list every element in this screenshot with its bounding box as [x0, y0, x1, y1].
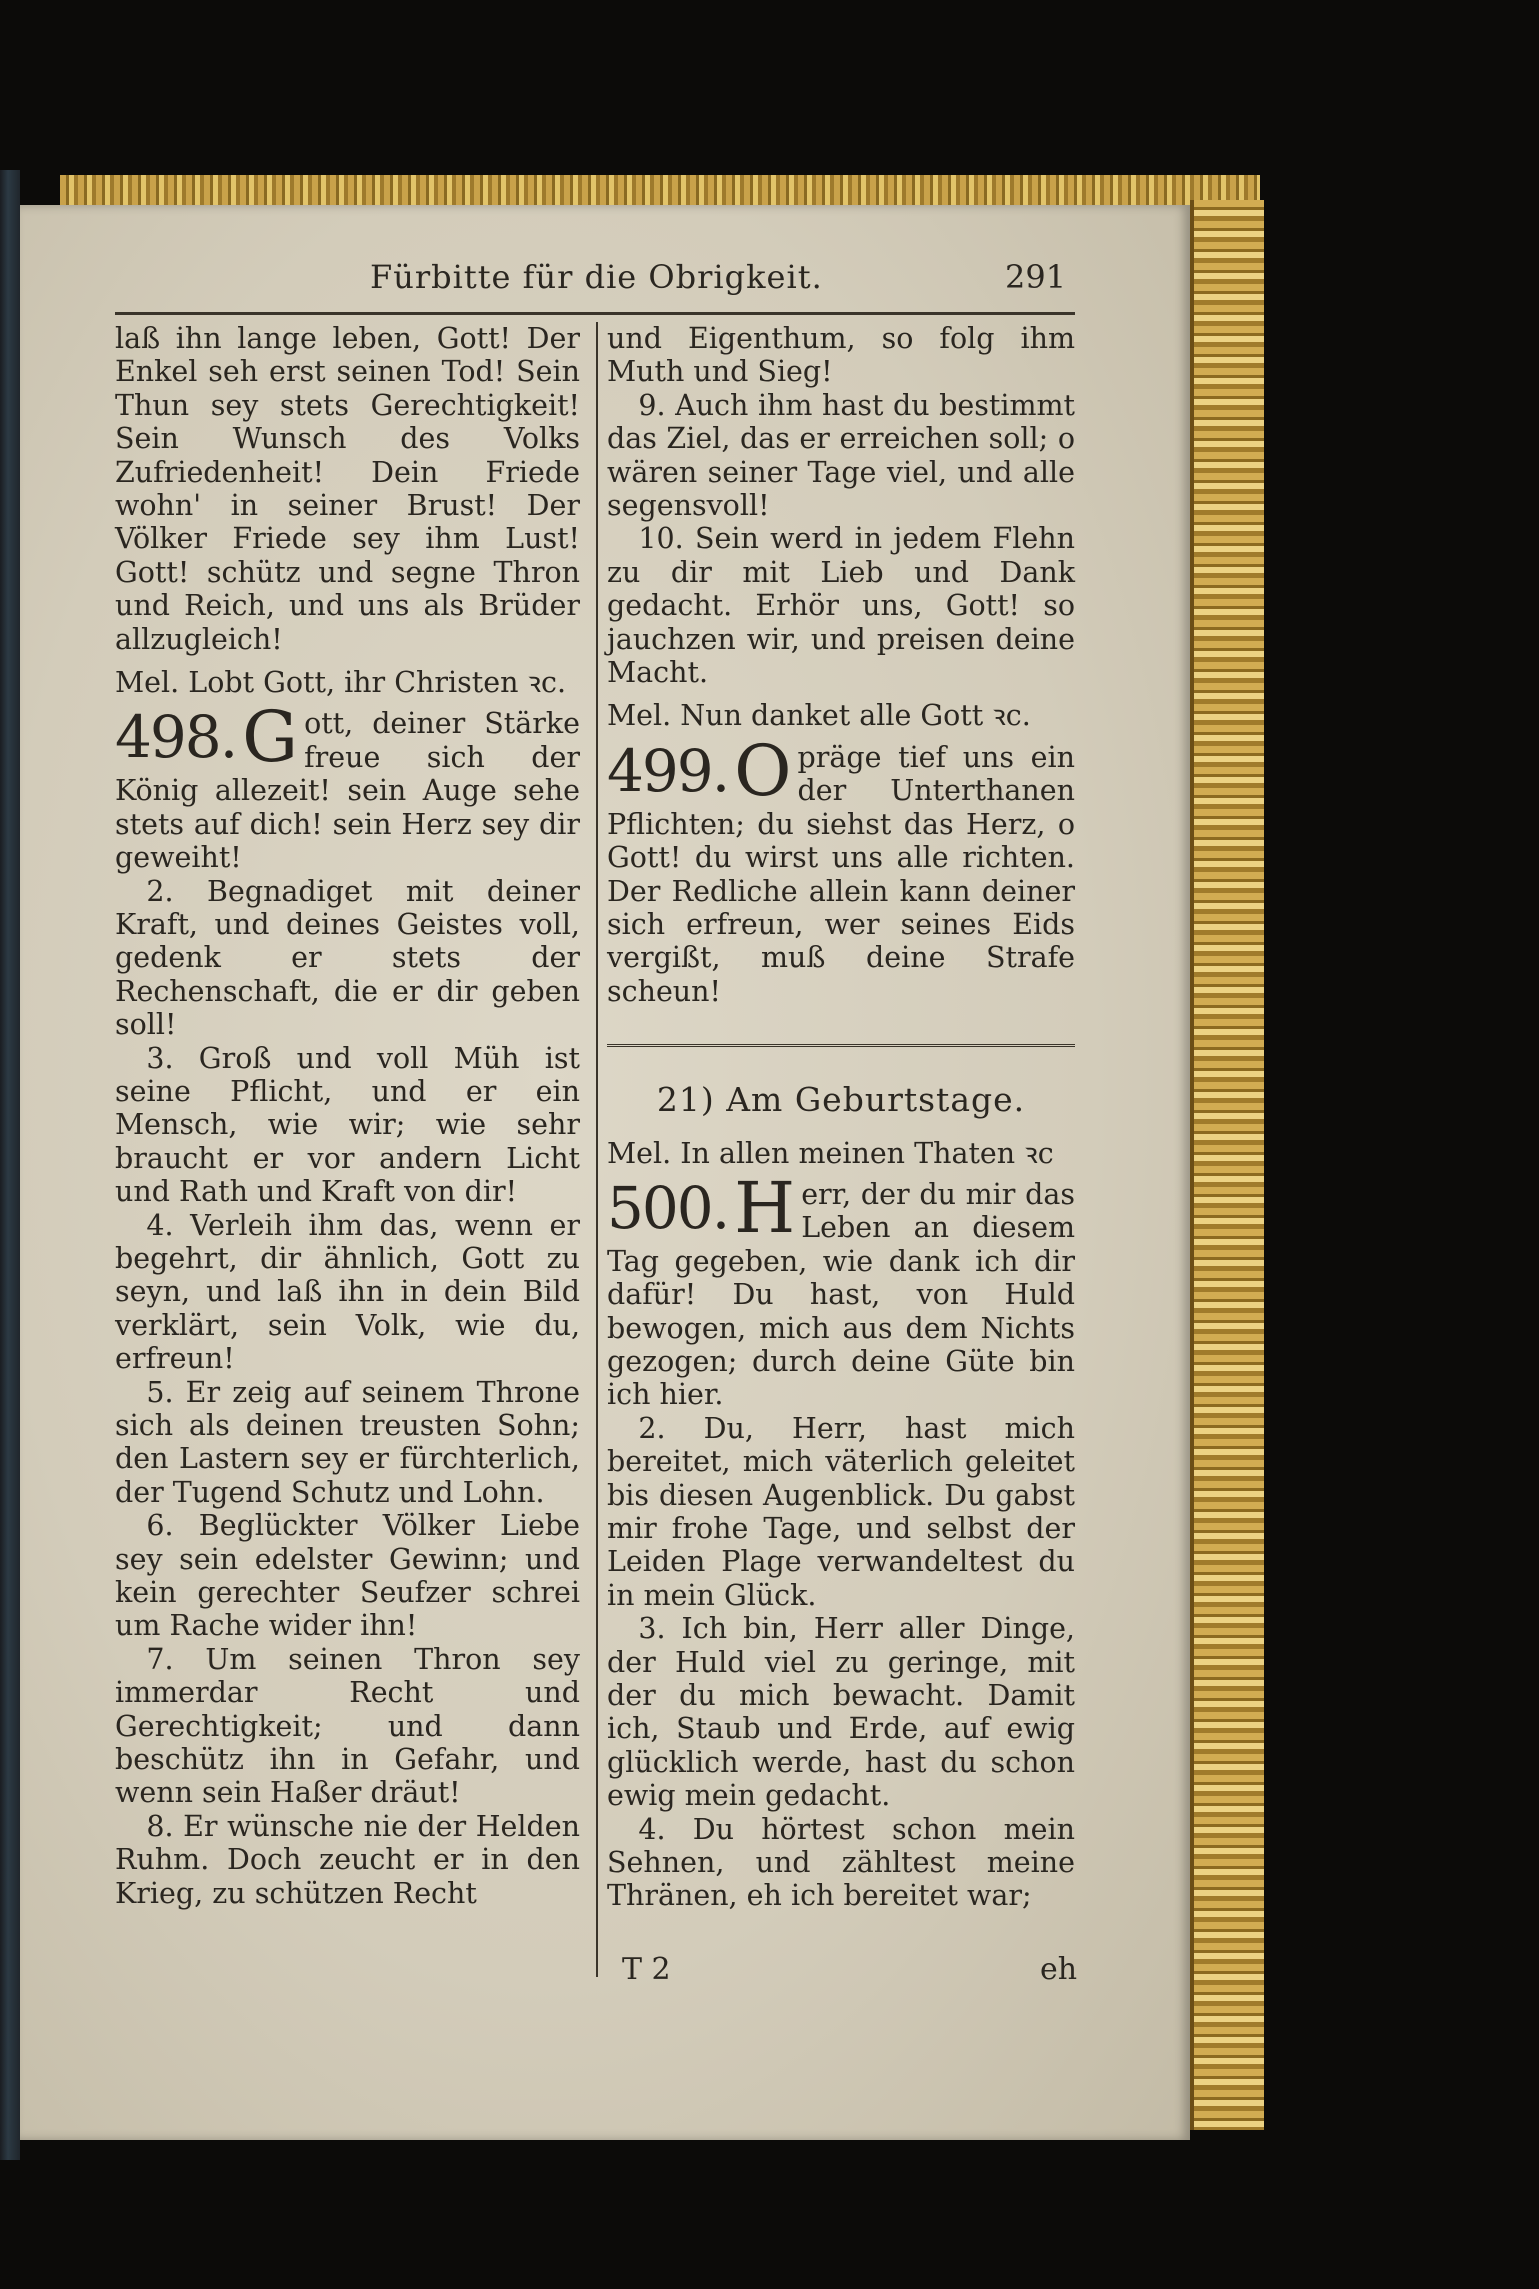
- hymn-498: [115, 696, 580, 875]
- verse: 9. Auch ihm hast du bestimmt das Ziel, das er erreichen soll; o wären seiner Tage viel, und alle segensvoll!: [607, 388, 1075, 523]
- section-separator: [607, 1044, 1075, 1055]
- verse: 2. Begnadiget mit deiner Kraft, und deines Geistes voll, gedenk er stets der Rechenschaft, die er dir geben soll!: [115, 874, 580, 1042]
- verse: 8. Er wünsche nie der Helden Ruhm. Doch zeucht er in den Krieg, zu schützen Recht: [115, 1809, 580, 1910]
- page-number: 291: [1005, 258, 1067, 296]
- drop-cap: G: [242, 696, 299, 779]
- verse: 2. Du, Herr, hast mich bereitet, mich väterlich geleitet bis diesen Augenblick. Du gabst mir frohe Tage, und selbst der Leiden Plage verwandeltest du in mein Glück.: [607, 1411, 1075, 1612]
- verse: 5. Er zeig auf seinem Throne sich als deinen treusten Sohn; den Lastern sey er fürchterlich, der Tugend Schutz und Lohn.: [115, 1375, 580, 1509]
- hymn-500: [607, 1166, 1075, 1412]
- hymn-text: ott, deiner Stärke freue sich der König allezeit! sein Auge sehe stets auf dich! sein Herz sey dir geweiht!: [115, 707, 580, 875]
- hymn-text: err, der du mir das Leben an diesem Tag gegeben, wie dank ich dir dafür! Du hast, von Huld bewogen, mich aus dem Nichts gezogen; durch deine Güte bin ich hier.: [607, 1177, 1075, 1412]
- hymn-number: 500.: [607, 1173, 729, 1242]
- hymn-number: 499.: [607, 736, 729, 805]
- drop-cap: H: [734, 1166, 796, 1249]
- verse: 10. Sein werd in jedem Flehn zu dir mit Lieb und Dank gedacht. Erhör uns, Gott! so jauchzen wir, und preisen deine Macht.: [607, 522, 1075, 690]
- verse: 4. Verleih ihm das, wenn er begehrt, dir ähnlich, Gott zu seyn, und laß ihn in dein Bild verklärt, sein Volk, wie du, erfreun!: [115, 1208, 580, 1376]
- hymn-text: präge tief uns ein der Unterthanen Pflichten; du siehst das Herz, o Gott! du wirst uns alle richten. Der Redliche allein kann deiner sich erfreun, wer seines Eids vergißt, muß deine Strafe scheun!: [607, 740, 1075, 1008]
- verse: 3. Groß und voll Müh ist seine Pflicht, und er ein Mensch, wie wir; wie sehr braucht er vor andern Licht und Rath und Kraft von dir!: [115, 1041, 580, 1209]
- gilt-fore-edge: [1190, 200, 1264, 2130]
- verse: 4. Du hörtest schon mein Sehnen, und zähltest meine Thränen, eh ich bereitet war;: [607, 1812, 1075, 1913]
- running-head: Fürbitte für die Obrigkeit.: [370, 258, 823, 296]
- catchword: eh: [1040, 1952, 1078, 1987]
- continuation-text: laß ihn lange leben, Gott! Der Enkel seh erst seinen Tod! Sein Thun sey stets Gerechtigkeit! Sein Wunsch des Volks Zufriedenheit! Dein Friede wohn' in seiner Brust! Der Völker Friede sey ihm Lust! Gott! schütz und segne Thron und Reich, und uns als Brüder allzugleich!: [115, 322, 580, 656]
- hymn-499: [607, 729, 1075, 1008]
- section-title: 21) Am Geburtstage.: [656, 1080, 1026, 1120]
- header-rule: [115, 312, 1075, 315]
- drop-cap: O: [734, 729, 792, 812]
- hymn-number: 498.: [115, 703, 237, 772]
- melody-line: Mel. Lobt Gott, ihr Christen ꝛc.: [115, 666, 567, 700]
- verse: 7. Um seinen Thron sey immerdar Recht und Gerechtigkeit; und dann beschütz ihn in Gefahr, und wenn sein Haßer dräut!: [115, 1642, 580, 1810]
- verse: 6. Beglückter Völker Liebe sey sein edelster Gewinn; und kein gerechter Seufzer schrei um Rache wider ihn!: [115, 1509, 580, 1643]
- signature-mark: T 2: [622, 1952, 671, 1987]
- column-rule: [596, 322, 598, 1977]
- melody-line: Mel. Nun danket alle Gott ꝛc.: [607, 699, 1031, 733]
- verse: 3. Ich bin, Herr aller Dinge, der Huld viel zu geringe, mit der du mich bewacht. Damit ich, Staub und Erde, auf ewig glücklich werde, hast du schon ewig mein gedacht.: [607, 1612, 1075, 1813]
- melody-line: Mel. In allen meinen Thaten ꝛc: [607, 1136, 1054, 1170]
- continuation-text: und Eigenthum, so folg ihm Muth und Sieg!: [607, 322, 1075, 389]
- left-column: [115, 322, 580, 1910]
- book-spine-edge: [0, 170, 20, 2160]
- right-column: [607, 322, 1075, 1913]
